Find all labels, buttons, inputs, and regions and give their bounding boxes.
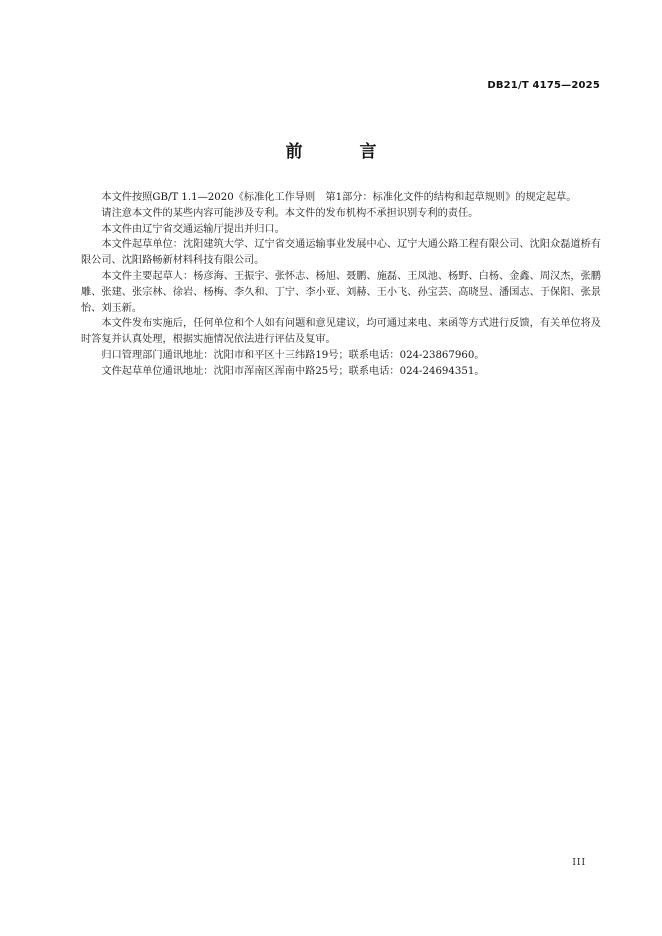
paragraph-drafter-address: 文件起草单位通讯地址：沈阳市浑南区浑南中路25号；联系电话：024-24694351。 bbox=[101, 365, 485, 377]
paragraph-proposer: 本文件由辽宁省交通运输厅提出并归口。 bbox=[101, 223, 285, 235]
standard-code: DB21/T 4175—2025 bbox=[487, 80, 600, 91]
paragraph-feedback: 本文件发布实施后，任何单位和个人如有问题和意见建议，均可通过来电、来函等方式进行反馈，有关单位将及时答复并认真处理，根据实施情况依法进行评估及复审。 bbox=[81, 318, 601, 346]
paragraph-drafting-rules: 本文件按照GB/T 1.1—2020《标准化工作导则 第1部分：标准化文件的结构和起草规则》的规定起草。 bbox=[101, 192, 577, 203]
page-number: III bbox=[572, 858, 586, 868]
paragraph-drafters: 本文件主要起草人：杨彦海、王振宇、张怀志、杨旭、聂鹏、施磊、王凤池、杨野、白杨、金鑫、周汉杰，张鹏雕、张建、张宗林、徐岩、杨梅、李久和、丁宁、李小亚、刘赫、王小飞、孙宝芸、高晓昱、潘国志、于保阳、张景怡、刘玉新。 bbox=[81, 270, 601, 314]
page-title: 前 言 bbox=[285, 142, 397, 162]
paragraph-patent-notice: 请注意本文件的某些内容可能涉及专利。本文件的发布机构不承担识别专利的责任。 bbox=[101, 207, 479, 219]
paragraph-drafting-units: 本文件起草单位：沈阳建筑大学、辽宁省交通运输事业发展中心、辽宁大通公路工程有限公司、沈阳众磊道桥有限公司、沈阳路畅新材料科技有限公司。 bbox=[81, 239, 601, 267]
paragraph-authority-address: 归口管理部门通讯地址：沈阳市和平区十三纬路19号；联系电话：024-23867960。 bbox=[101, 349, 485, 361]
foreword-body bbox=[81, 190, 601, 380]
